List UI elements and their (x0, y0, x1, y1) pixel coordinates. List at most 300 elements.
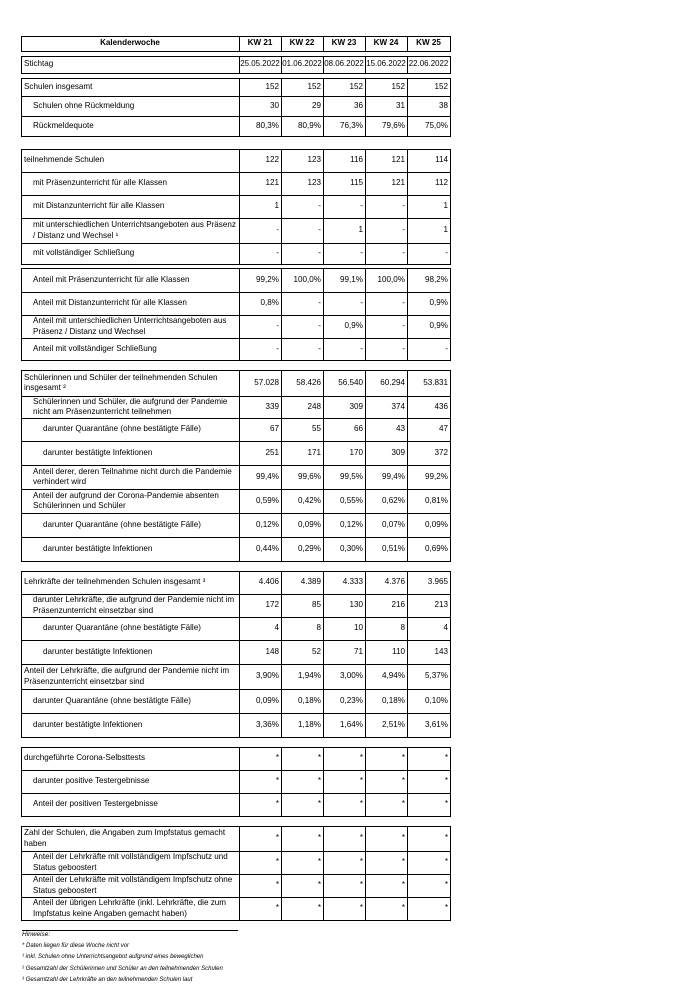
value-cell (239, 418, 281, 441)
value-cell-text: 55 (311, 424, 321, 434)
week-header-text: KW 21 (247, 38, 273, 48)
value-cell (281, 338, 323, 360)
value-cell-text: 213 (434, 600, 448, 610)
value-cell-text: 0,10% (425, 695, 448, 705)
value-cell (323, 441, 365, 465)
value-cell (281, 793, 323, 816)
week-header-text: KW 24 (373, 38, 399, 48)
value-cell (323, 897, 365, 920)
value-cell-text: 1 (358, 225, 363, 235)
value-cell (239, 513, 281, 537)
value-cell (239, 292, 281, 315)
value-cell-text: 0,23% (340, 695, 363, 705)
value-cell-text: * (359, 753, 363, 763)
value-cell-text: - (318, 321, 321, 331)
value-cell (281, 874, 323, 897)
value-cell-text: * (444, 880, 448, 890)
value-cell-text: 0,09% (298, 519, 321, 529)
value-cell-text: 80,9% (298, 120, 321, 130)
value-cell-text: 0,09% (425, 519, 448, 529)
value-cell-text: 172 (265, 600, 279, 610)
row-label-text: Schülerinnen und Schüler, die aufgrund der Pandemie nicht am Präsenzunterricht teilnehmen (33, 396, 228, 416)
value-cell-text: 0,09% (256, 695, 279, 705)
value-cell (281, 689, 323, 713)
value-cell (323, 195, 365, 218)
value-cell-text: 0,69% (425, 543, 448, 553)
value-cell (281, 826, 323, 851)
value-cell (281, 96, 323, 116)
value-cell-text: 143 (434, 646, 448, 656)
value-cell (407, 897, 450, 920)
value-cell (323, 713, 365, 737)
value-cell (365, 689, 407, 713)
value-cell (407, 243, 450, 264)
value-cell-text: 123 (307, 155, 321, 165)
value-cell (323, 851, 365, 874)
value-cell-text: 121 (391, 178, 405, 188)
value-cell (239, 594, 281, 617)
value-cell (281, 747, 323, 770)
value-cell-text: 114 (435, 155, 448, 165)
grid-line (21, 920, 451, 921)
value-cell (281, 396, 323, 418)
row-label (21, 96, 239, 116)
value-cell-text: - (276, 225, 279, 235)
value-cell (407, 489, 450, 513)
value-cell (239, 338, 281, 360)
value-cell-text: * (359, 857, 363, 867)
value-cell (407, 640, 450, 664)
row-label-text: darunter Lehrkräfte, die aufgrund der Pandemie nicht im Präsenzunterricht einsetzbar sind (33, 595, 235, 615)
value-cell-text: 0,51% (382, 543, 405, 553)
value-cell (407, 537, 450, 561)
row-label-text: Schülerinnen und Schüler der teilnehmenden Schulen insgesamt ² (24, 372, 218, 392)
value-cell-text: 372 (434, 447, 448, 457)
row-label (21, 747, 239, 770)
row-label-text: darunter bestätigte Infektionen (43, 447, 153, 457)
value-cell (323, 370, 365, 396)
row-label (21, 465, 239, 489)
value-cell (407, 370, 450, 396)
value-cell-text: - (318, 248, 321, 258)
value-cell (365, 370, 407, 396)
value-cell-text: 100,0% (293, 274, 321, 284)
value-cell (281, 664, 323, 689)
value-cell (365, 268, 407, 292)
value-cell (323, 489, 365, 513)
value-cell-text: 0,9% (344, 321, 363, 331)
row-label (21, 441, 239, 465)
value-cell-text: * (359, 903, 363, 913)
value-cell (323, 116, 365, 136)
value-cell (365, 537, 407, 561)
value-cell-text: 3,90% (256, 671, 279, 681)
value-cell-text: 309 (391, 447, 405, 457)
value-cell-text: * (401, 799, 405, 809)
value-cell (323, 770, 365, 793)
value-cell-text: * (401, 903, 405, 913)
value-cell-text: * (275, 799, 279, 809)
value-cell-text: 4.389 (300, 577, 321, 587)
value-cell (407, 292, 450, 315)
value-cell-text: 4.333 (342, 577, 363, 587)
value-cell-text: 99,6% (298, 471, 321, 481)
value-cell-text: * (444, 776, 448, 786)
value-cell-text: 148 (265, 646, 279, 656)
row-label-text: Lehrkräfte der teilnehmenden Schulen insgesamt ³ (24, 577, 206, 587)
value-cell-text: - (276, 321, 279, 331)
week-header-text: KW 25 (416, 38, 441, 48)
value-cell (281, 418, 323, 441)
date-cell (365, 56, 407, 73)
value-cell-text: 251 (265, 447, 279, 457)
value-cell (281, 537, 323, 561)
value-cell-text: * (359, 776, 363, 786)
value-cell (407, 874, 450, 897)
value-cell (365, 770, 407, 793)
row-label (21, 640, 239, 664)
value-cell (407, 268, 450, 292)
date-cell-text: 15.06.2022 (366, 59, 406, 69)
grid-line (450, 56, 451, 74)
value-cell (239, 713, 281, 737)
value-cell-text: 110 (392, 646, 405, 656)
row-label (21, 315, 239, 338)
row-label-text: darunter positive Testergebnisse (33, 776, 150, 786)
value-cell-text: - (318, 298, 321, 308)
value-cell-text: 152 (391, 81, 405, 91)
value-cell-text: 1 (443, 201, 448, 211)
value-cell-text: - (318, 343, 321, 353)
value-cell-text: 1 (443, 225, 448, 235)
value-cell (407, 689, 450, 713)
value-cell-text: 4,94% (382, 671, 405, 681)
value-cell-text: 123 (307, 178, 321, 188)
value-cell-text: 309 (349, 401, 363, 411)
value-cell-text: * (401, 857, 405, 867)
value-cell-text: 4 (443, 623, 448, 633)
value-cell-text: - (360, 298, 363, 308)
value-cell-text: 58.426 (296, 377, 321, 387)
value-cell-text: * (444, 753, 448, 763)
value-cell-text: 99,1% (340, 274, 363, 284)
value-cell-text: 4 (274, 623, 279, 633)
value-cell-text: - (402, 343, 405, 353)
value-cell (365, 218, 407, 243)
row-label (21, 243, 239, 264)
value-cell (323, 513, 365, 537)
value-cell-text: * (275, 903, 279, 913)
value-cell (239, 465, 281, 489)
value-cell-text: * (317, 799, 321, 809)
row-label-text: durchgeführte Corona-Selbsttests (24, 753, 146, 763)
value-cell-text: - (318, 225, 321, 235)
notes (22, 929, 342, 987)
row-label (21, 513, 239, 537)
value-cell-text: - (360, 248, 363, 258)
row-label-text: Anteil mit Präsenzunterricht für alle Klassen (33, 274, 190, 284)
value-cell-text: - (402, 201, 405, 211)
week-header-text: KW 22 (289, 38, 315, 48)
value-cell-text: 60.294 (380, 377, 405, 387)
value-cell (323, 465, 365, 489)
row-label-text: darunter Quarantäne (ohne bestätigte Fälle) (43, 519, 201, 529)
value-cell-text: - (402, 298, 405, 308)
value-cell-text: 43 (395, 424, 405, 434)
date-cell-text: 22.06.2022 (408, 59, 449, 69)
grid-line (21, 264, 451, 265)
value-cell (323, 537, 365, 561)
value-cell-text: 0,8% (260, 298, 279, 308)
row-label (21, 617, 239, 640)
row-label-text: darunter bestätigte Infektionen (33, 719, 143, 729)
row-label-text: Rückmeldequote (33, 120, 94, 130)
row-label-text: Anteil der aufgrund der Corona-Pandemie absenten Schülerinnen und Schüler (33, 490, 219, 510)
value-cell-text: 66 (353, 424, 363, 434)
value-cell (407, 617, 450, 640)
row-label (21, 78, 239, 96)
value-cell-text: * (317, 776, 321, 786)
value-cell-text: 57.028 (254, 377, 279, 387)
row-label (21, 292, 239, 315)
value-cell-text: * (401, 776, 405, 786)
row-label-text: Zahl der Schulen, die Angaben zum Impfstatus gemacht haben (24, 828, 226, 848)
row-label (21, 664, 239, 689)
row-label-text: Anteil der Lehrkräfte, die aufgrund der Pandemie nicht im Präsenzunterricht einsetzbar sind (24, 666, 230, 686)
value-cell-text: 71 (353, 646, 363, 656)
value-cell-text: 0,12% (340, 519, 363, 529)
value-cell-text: - (360, 201, 363, 211)
value-cell (281, 78, 323, 96)
value-cell (323, 571, 365, 594)
value-cell-text: 339 (265, 401, 279, 411)
value-cell (365, 489, 407, 513)
row-label-text: teilnehmende Schulen (24, 155, 105, 165)
value-cell (239, 640, 281, 664)
value-cell (281, 370, 323, 396)
value-cell (407, 315, 450, 338)
value-cell-text: - (445, 248, 448, 258)
value-cell (323, 96, 365, 116)
row-label (21, 826, 239, 851)
value-cell (239, 874, 281, 897)
value-cell-text: 98,2% (425, 274, 448, 284)
value-cell (281, 571, 323, 594)
value-cell-text: * (275, 880, 279, 890)
value-cell (407, 513, 450, 537)
value-cell (365, 172, 407, 195)
value-cell (239, 537, 281, 561)
week-header (407, 36, 450, 51)
value-cell-text: 4.406 (258, 577, 279, 587)
value-cell-text: * (401, 753, 405, 763)
value-cell (365, 243, 407, 264)
value-cell-text: * (275, 857, 279, 867)
row-label-text: darunter Quarantäne (ohne bestätigte Fälle) (33, 695, 191, 705)
value-cell-text: - (360, 343, 363, 353)
value-cell-text: 121 (265, 178, 279, 188)
value-cell (239, 897, 281, 920)
row-label-text: mit Distanzunterricht für alle Klassen (33, 201, 165, 211)
row-label (21, 116, 239, 136)
value-cell (365, 149, 407, 172)
value-cell (323, 243, 365, 264)
value-cell (281, 218, 323, 243)
value-cell-text: 116 (350, 155, 363, 165)
value-cell-text: 112 (435, 178, 448, 188)
value-cell (323, 149, 365, 172)
value-cell (365, 441, 407, 465)
row-label (21, 195, 239, 218)
date-cell (281, 56, 323, 73)
value-cell-text: - (318, 201, 321, 211)
header-label (21, 36, 239, 51)
value-cell (365, 874, 407, 897)
note-item: ¹ inkl. Schulen ohne Unterrichtsangebot aufgrund eines beweglichen (22, 954, 204, 961)
value-cell-text: - (402, 321, 405, 331)
value-cell-text: 29 (311, 100, 321, 110)
value-cell (365, 826, 407, 851)
value-cell (407, 826, 450, 851)
value-cell (407, 571, 450, 594)
value-cell (323, 617, 365, 640)
value-cell (365, 640, 407, 664)
value-cell (407, 793, 450, 816)
value-cell (365, 713, 407, 737)
row-label-text: Anteil mit vollständiger Schließung (33, 343, 157, 353)
row-label (21, 396, 239, 418)
value-cell (239, 218, 281, 243)
value-cell (407, 713, 450, 737)
header-label-text: Kalenderwoche (100, 38, 160, 48)
value-cell (323, 640, 365, 664)
value-cell (281, 513, 323, 537)
value-cell (365, 513, 407, 537)
row-label (21, 713, 239, 737)
value-cell (365, 78, 407, 96)
value-cell-text: 0,81% (425, 495, 448, 505)
value-cell-text: 3,00% (340, 671, 363, 681)
row-label (21, 874, 239, 897)
value-cell-text: 2,51% (382, 719, 405, 729)
value-cell (407, 116, 450, 136)
note-item: ³ Gesamtzahl der Lehrkräfte an den teilnehmenden Schulen laut (22, 977, 193, 984)
value-cell-text: 1 (274, 201, 279, 211)
value-cell (239, 268, 281, 292)
value-cell (365, 116, 407, 136)
row-label (21, 370, 239, 396)
row-label (21, 172, 239, 195)
date-cell-text: 08.06.2022 (324, 59, 364, 69)
value-cell (239, 826, 281, 851)
value-cell-text: 67 (269, 424, 279, 434)
value-cell (323, 78, 365, 96)
value-cell (239, 489, 281, 513)
week-header (281, 36, 323, 51)
value-cell (239, 96, 281, 116)
value-cell (323, 689, 365, 713)
value-cell (239, 396, 281, 418)
value-cell (365, 664, 407, 689)
value-cell-text: 79,6% (382, 120, 405, 130)
value-cell (323, 292, 365, 315)
value-cell-text: * (317, 753, 321, 763)
value-cell-text: 52 (311, 646, 321, 656)
value-cell-text: 75,0% (425, 120, 448, 130)
row-label-text: Anteil der übrigen Lehrkräfte (inkl. Lehrkräfte, die zum Impfstatus keine Angaben gemacht haben) (33, 898, 226, 918)
row-label-text: mit Präsenzunterricht für alle Klassen (33, 178, 168, 188)
value-cell-text: - (402, 248, 405, 258)
value-cell-text: 0,42% (298, 495, 321, 505)
value-cell (239, 315, 281, 338)
value-cell (281, 770, 323, 793)
value-cell-text: 216 (391, 600, 405, 610)
date-cell (323, 56, 365, 73)
value-cell (239, 243, 281, 264)
grid-line (21, 561, 451, 562)
value-cell-text: 4.376 (384, 577, 405, 587)
value-cell-text: 0,29% (298, 543, 321, 553)
week-header (323, 36, 365, 51)
value-cell (281, 594, 323, 617)
value-cell (323, 793, 365, 816)
value-cell-text: 436 (434, 401, 448, 411)
value-cell (281, 441, 323, 465)
value-cell (407, 594, 450, 617)
value-cell (365, 747, 407, 770)
value-cell-text: 8 (316, 623, 321, 633)
value-cell-text: 80,3% (256, 120, 279, 130)
value-cell-text: 3,36% (256, 719, 279, 729)
value-cell (407, 149, 450, 172)
value-cell (323, 218, 365, 243)
value-cell-text: 76,3% (340, 120, 363, 130)
value-cell-text: 170 (349, 447, 363, 457)
value-cell-text: * (359, 833, 363, 843)
value-cell (407, 218, 450, 243)
date-cell (407, 56, 450, 73)
value-cell-text: 47 (438, 424, 448, 434)
row-label-text: Anteil derer, deren Teilnahme nicht durch die Pandemie verhindert wird (33, 466, 232, 486)
date-cell-text: 01.06.2022 (282, 59, 322, 69)
value-cell (281, 851, 323, 874)
value-cell-text: 99,5% (340, 471, 363, 481)
value-cell (239, 116, 281, 136)
value-cell-text: 100,0% (377, 274, 405, 284)
week-header (365, 36, 407, 51)
date-cell-text: 25.05.2022 (240, 59, 280, 69)
value-cell-text: 1,18% (298, 719, 321, 729)
value-cell (281, 489, 323, 513)
value-cell-text: * (401, 880, 405, 890)
value-cell-text: * (359, 880, 363, 890)
value-cell (239, 571, 281, 594)
value-cell-text: 31 (395, 100, 405, 110)
value-cell (407, 441, 450, 465)
row-label (21, 537, 239, 561)
value-cell (365, 617, 407, 640)
row-label-text: Anteil der Lehrkräfte mit vollständigem Impfschutz ohne Status geboostert (33, 875, 233, 895)
value-cell (323, 826, 365, 851)
value-cell (239, 172, 281, 195)
value-cell (239, 441, 281, 465)
value-cell (323, 172, 365, 195)
row-label-text: darunter Quarantäne (ohne bestätigte Fälle) (43, 623, 201, 633)
value-cell (365, 793, 407, 816)
row-label (21, 149, 239, 172)
value-cell (407, 664, 450, 689)
value-cell-text: - (276, 248, 279, 258)
